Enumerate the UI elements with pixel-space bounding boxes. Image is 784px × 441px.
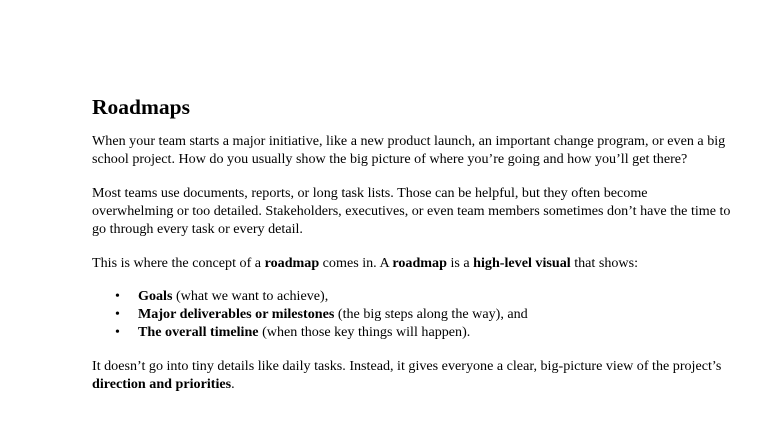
list-item bbox=[92, 305, 732, 323]
definition-text-1: This is where the concept of a bbox=[92, 255, 265, 271]
intro-paragraph: When your team starts a major initiative, like a new product launch, an important change program, or even a big school project. How do you usually show the big picture of where you’re going and how you’ll get there? bbox=[92, 133, 726, 167]
summary-text-1: It doesn’t go into tiny details like daily tasks. Instead, it gives everyone a clear, big-picture view of the project’s bbox=[92, 358, 722, 374]
document-page bbox=[92, 94, 732, 393]
list-item bbox=[92, 323, 732, 341]
summary-text-2: . bbox=[231, 376, 235, 392]
summary-paragraph bbox=[92, 357, 732, 393]
list-item-term: Major deliverables or milestones bbox=[138, 306, 335, 322]
definition-text-2: comes in. A bbox=[319, 255, 393, 271]
direction-priorities-term: direction and priorities bbox=[92, 376, 232, 392]
definition-paragraph bbox=[92, 254, 732, 272]
roadmap-elements-list bbox=[92, 287, 732, 341]
roadmap-term: roadmap bbox=[392, 255, 447, 271]
list-item-term: The overall timeline bbox=[138, 324, 259, 340]
list-item bbox=[92, 287, 732, 305]
high-level-visual-term: high-level visual bbox=[473, 255, 571, 271]
list-item-text: (the big steps along the way), and bbox=[334, 306, 528, 322]
definition-text-3: is a bbox=[446, 255, 474, 271]
bullet-icon: • bbox=[115, 288, 120, 304]
problem-paragraph: Most teams use documents, reports, or long task lists. Those can be helpful, but they often become overwhelming or too detailed. Stakeholders, executives, or even team members sometimes don’t have the time to go through every task or every detail. bbox=[92, 185, 731, 237]
page-title: Roadmaps bbox=[92, 95, 190, 119]
bullet-icon: • bbox=[115, 306, 120, 322]
list-item-text: (when those key things will happen). bbox=[258, 324, 471, 340]
roadmap-term: roadmap bbox=[264, 255, 320, 271]
definition-text-4: that shows: bbox=[570, 255, 639, 271]
list-item-term: Goals bbox=[138, 288, 173, 304]
bullet-icon: • bbox=[115, 324, 120, 340]
list-item-text: (what we want to achieve), bbox=[172, 288, 329, 304]
